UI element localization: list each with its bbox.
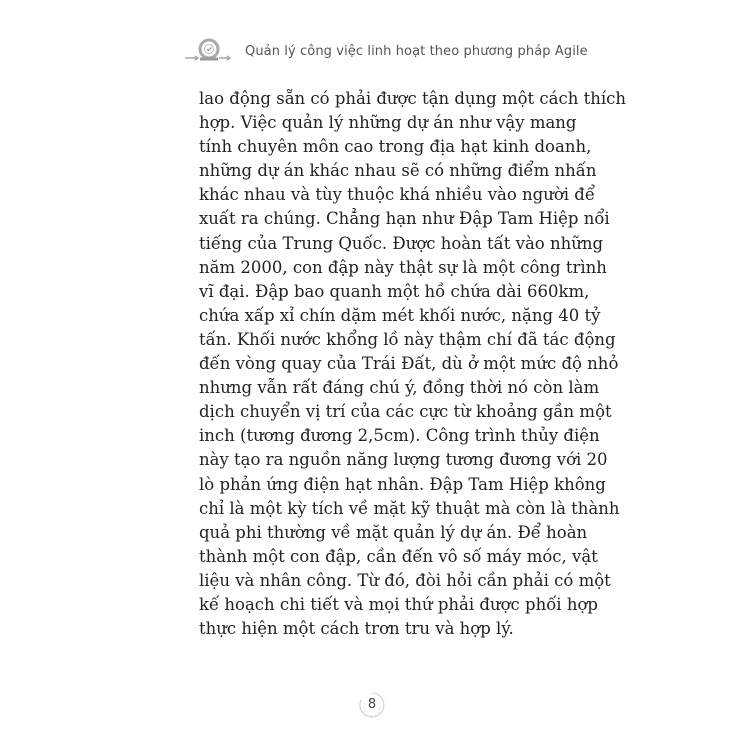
- text-line: khác nhau và tùy thuộc khá nhiều vào người để: [199, 185, 596, 205]
- text-line: tấn. Khối nước khổng lồ này thậm chí đã tác động: [199, 329, 616, 349]
- text-line: vĩ đại. Đập bao quanh một hồ chứa dài 660km,: [199, 281, 590, 301]
- text-line: liệu và nhân công. Từ đó, đòi hỏi cần phải có một: [199, 570, 611, 590]
- text-line: nhưng vẫn rất đáng chú ý, đồng thời nó còn làm: [199, 378, 600, 398]
- text-line: lao động sẵn có phải được tận dụng một cách thích: [199, 89, 626, 108]
- running-header: [183, 38, 588, 64]
- text-line: inch (tương đương 2,5cm). Công trình thủy điện: [199, 426, 600, 446]
- page-number-text: 8: [367, 697, 377, 712]
- text-line: thực hiện một cách trơn tru và hợp lý.: [199, 619, 514, 639]
- text-line: đến vòng quay của Trái Đất, dù ở một mức độ nhỏ: [199, 354, 619, 374]
- text-line: hợp. Việc quản lý những dự án như vậy mang: [199, 113, 577, 133]
- text-line: tính chuyên môn cao trong địa hạt kinh doanh,: [199, 137, 592, 157]
- text-line: thành một con đập, cần đến vô số máy móc, vật: [199, 546, 598, 566]
- text-line: xuất ra chúng. Chẳng hạn như Đập Tam Hiệp nổi: [199, 209, 610, 229]
- text-line: này tạo ra nguồn năng lượng tương đương với 20: [199, 450, 608, 470]
- text-line: chứa xấp xỉ chín dặm mét khối nước, nặng 40 tỷ: [199, 305, 601, 325]
- body-paragraph: [199, 87, 626, 641]
- text-line: dịch chuyển vị trí của các cực từ khoảng gần một: [199, 402, 612, 422]
- page-number: [357, 690, 387, 720]
- text-line: quả phi thường về mặt quản lý dự án. Để hoàn: [199, 522, 588, 542]
- text-line: kế hoạch chi tiết và mọi thứ phải được phối hợp: [199, 594, 598, 614]
- text-line: chỉ là một kỳ tích về mặt kỹ thuật mà còn là thành: [199, 498, 620, 518]
- book-title: Quản lý công việc linh hoạt theo phương pháp Agile: [245, 43, 588, 59]
- text-line: những dự án khác nhau sẽ có những điểm nhấn: [199, 161, 597, 181]
- cycle-check-icon: [183, 38, 233, 64]
- text-line: tiếng của Trung Quốc. Được hoàn tất vào những: [199, 233, 604, 253]
- text-line: năm 2000, con đập này thật sự là một công trình: [199, 257, 607, 277]
- text-line: lò phản ứng điện hạt nhân. Đập Tam Hiệp không: [199, 474, 606, 494]
